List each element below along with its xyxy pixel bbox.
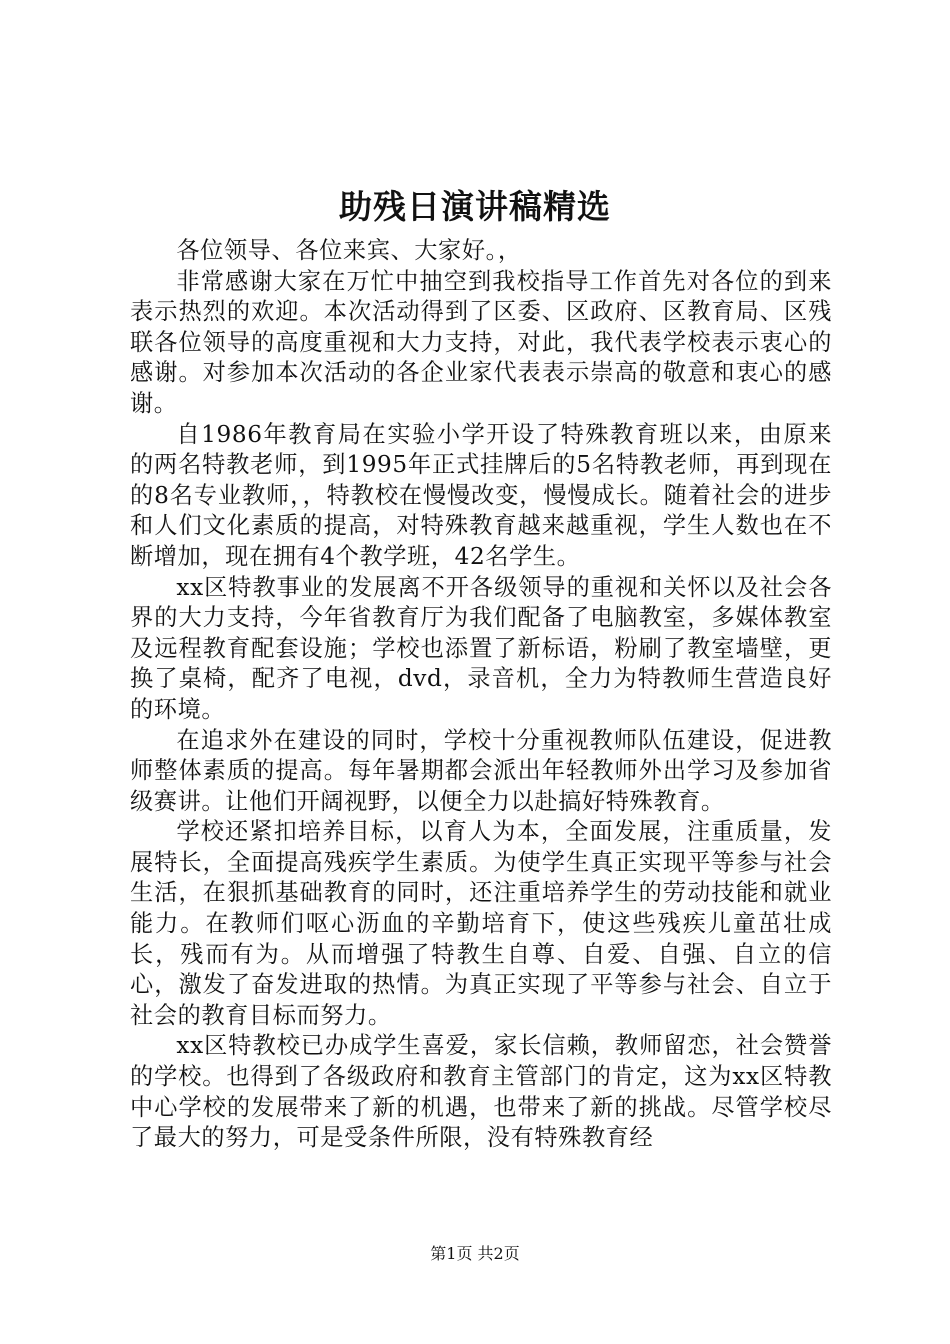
paragraph-teachers: 在追求外在建设的同时，学校十分重视教师队伍建设，促进教师整体素质的提高。每年暑期都会派出年轻教师外出学习及参加省级赛讲。让他们开阔视野，以便全力以赴搞好特殊教育。 bbox=[130, 726, 832, 815]
paragraph-greeting: 各位领导、各位来宾、大家好。， bbox=[176, 237, 522, 264]
page-number-footer: 第1页 共2页 bbox=[430, 1244, 520, 1263]
paragraph-goals: 学校还紧扣培养目标，以育人为本，全面发展，注重质量，发展特长，全面提高残疾学生素质。为使学生真正实现平等参与社会生活，在狠抓基础教育的同时，还注重培养学生的劳动技能和就业能力。在教师们呕心沥血的辛勤培育下，使这些残疾儿童茁壮成长，残而有为。从而增强了特教生自尊、自爱、自强、自立的信心，激发了奋发进取的热情。为真正实现了平等参与社会、自立于社会的教育目标而努力。 bbox=[130, 818, 832, 1029]
paragraph-support: xx区特教事业的发展离不开各级领导的重视和关怀以及社会各界的大力支持，今年省教育厅为我们配备了电脑教室，多媒体教室及远程教育配套设施；学校也添置了新标语，粉刷了教室墙壁，更换了桌椅，配齐了电视，dvd，录音机，全力为特教师生营造良好的环境。 bbox=[130, 573, 832, 723]
document-title: 助残日演讲稿精选 bbox=[339, 187, 611, 226]
paragraph-achievements: xx区特教校已办成学生喜爱，家长信赖，教师留恋，社会赞誉的学校。也得到了各级政府和教育主管部门的肯定，这为xx区特教中心学校的发展带来了新的机遇，也带来了新的挑战。尽管学校尽了最大的努力，可是受条件所限，没有特殊教育经 bbox=[130, 1032, 832, 1152]
paragraph-history: 自1986年教育局在实验小学开设了特殊教育班以来，由原来的两名特教老师，到1995年正式挂牌后的5名特教老师，再到现在的8名专业教师，，特教校在慢慢改变，慢慢成长。随着社会的进步和人们文化素质的提高，对特殊教育越来越重视，学生人数也在不断增加，现在拥有4个教学班，42名学生。 bbox=[130, 420, 832, 570]
document-body bbox=[130, 236, 832, 1154]
paragraph-thanks: 非常感谢大家在万忙中抽空到我校指导工作首先对各位的到来表示热烈的欢迎。本次活动得到了区委、区政府、区教育局、区残联各位领导的高度重视和大力支持，对此，我代表学校表示衷心的感谢。对参加本次活动的各企业家代表表示崇高的敬意和衷心的感谢。 bbox=[130, 267, 832, 417]
